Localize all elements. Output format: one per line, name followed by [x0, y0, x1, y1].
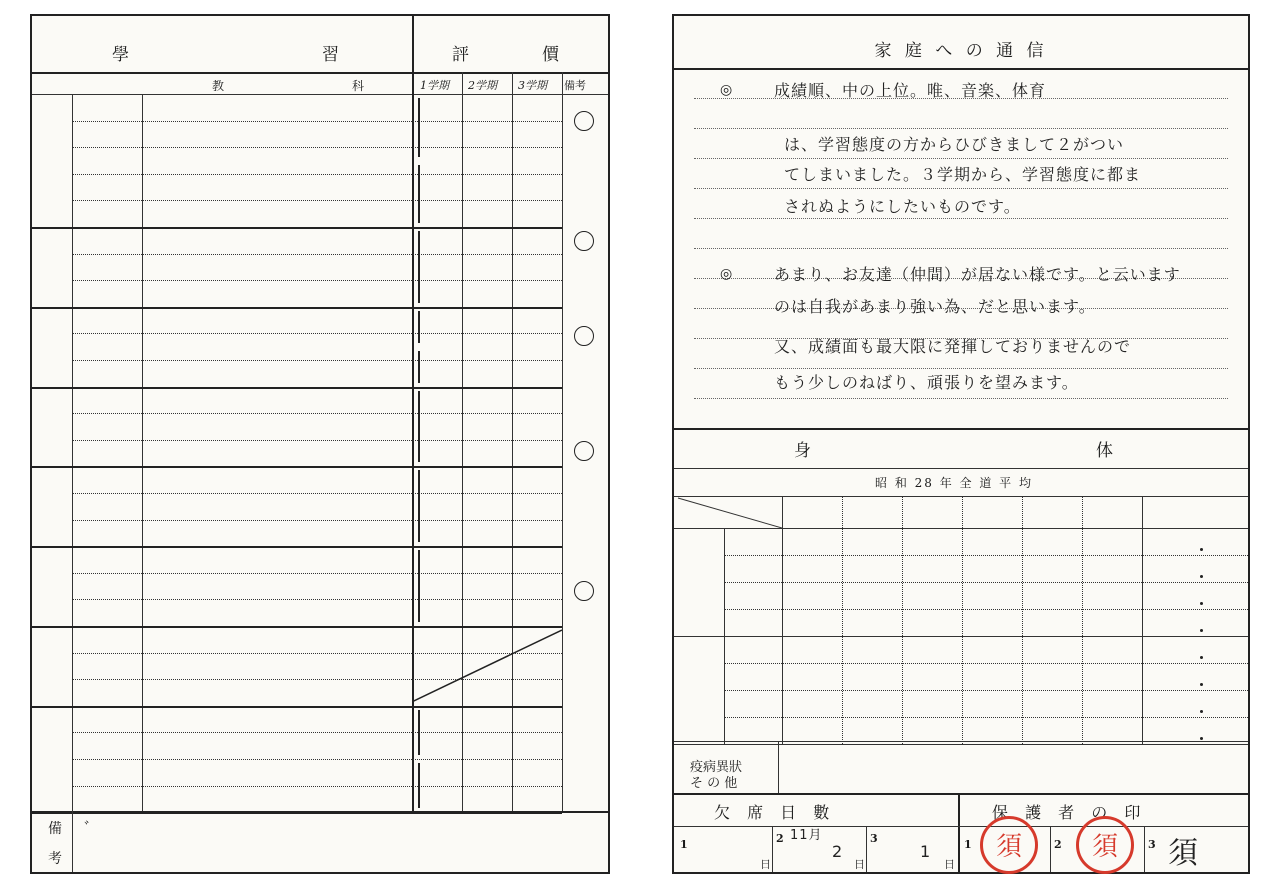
comment2-line-1: あまり、お友達（仲間）が居ない様です。と云います [774, 265, 1181, 284]
absence-day-unit-1: 日 [760, 858, 771, 871]
communication-title: 家 庭 へ の 通 信 [874, 41, 1048, 61]
row-divider [72, 147, 562, 148]
evaluation-title-b: 價 [542, 45, 559, 65]
absence-term-3-days: 1 [920, 842, 932, 861]
measure-row-divider [724, 582, 1248, 583]
aspect-divider [142, 94, 143, 811]
header-bottom-line [674, 528, 1248, 529]
term-header-1: 1学期 [420, 79, 449, 92]
subject-col-header-a: 教 [212, 79, 225, 93]
row-divider [72, 599, 562, 600]
not-applicable-slash [412, 626, 562, 706]
decimal-dot [1200, 737, 1203, 740]
body-title-a: 身 [794, 441, 811, 461]
learning-title-a: 學 [112, 45, 129, 65]
remarks-label-a: 備 [48, 821, 62, 837]
absence-note: 11月 [790, 828, 823, 843]
learning-evaluation-page [30, 14, 610, 874]
remarks-col-header: 備考 [564, 79, 586, 92]
absence-title: 欠 席 日 數 [714, 803, 836, 822]
age-divider [842, 496, 843, 744]
row-divider [72, 360, 562, 361]
subject-divider-line [32, 546, 562, 548]
scale-number-circle [574, 581, 594, 601]
decimal-dot [1200, 629, 1203, 632]
row-divider [72, 759, 562, 760]
age-divider [1082, 496, 1083, 744]
group-divider [674, 744, 1248, 745]
guardian-term-1: 1 [964, 838, 972, 851]
guardian-seal-term-1: 須 [980, 816, 1038, 874]
scale-number-circle [574, 326, 594, 346]
evaluation-title-a: 評 [452, 45, 469, 65]
ruled-line [694, 158, 1228, 159]
ruled-line [694, 188, 1228, 189]
comment1-mark: ◎ [720, 82, 733, 98]
guardian-term-2: 2 [1054, 838, 1062, 851]
grade-bracket [418, 763, 420, 808]
age-divider [962, 496, 963, 744]
body-title-b: 体 [1096, 441, 1113, 461]
grade-bracket [418, 470, 420, 542]
ruled-line [694, 218, 1228, 219]
row-divider [72, 520, 562, 521]
comment1-line-4: されぬようにしたいものです。 [784, 197, 1021, 216]
subject-divider-line [32, 466, 562, 468]
header-diagonal [674, 496, 782, 528]
term-header-3: 3学期 [518, 79, 547, 92]
row-divider [72, 254, 562, 255]
child-divider [1142, 496, 1143, 744]
grade-bracket [418, 98, 420, 157]
decimal-dot [1200, 602, 1203, 605]
grade-bracket [418, 710, 420, 755]
row-divider [72, 573, 562, 574]
row-divider [72, 732, 562, 733]
grade-bracket [418, 311, 420, 343]
absence-day-unit-3: 日 [944, 858, 955, 871]
row-divider [72, 333, 562, 334]
row-divider [72, 493, 562, 494]
age-divider [1022, 496, 1023, 744]
comment1-line-3: てしまいました。３学期から、学習態度に都ま [784, 165, 1142, 184]
ruled-line [694, 248, 1228, 249]
scale-number-circle [574, 441, 594, 461]
guardian-seal-term-3: 須 [1168, 836, 1199, 871]
row-divider [72, 786, 562, 787]
ruled-line [694, 368, 1228, 369]
comment2-line-2: のは自我があまり強い為、だと思います。 [774, 297, 1096, 316]
row-divider [72, 200, 562, 201]
remarks-label-b: 考 [48, 851, 62, 867]
decimal-dot [1200, 710, 1203, 713]
measure-row-divider [724, 609, 1248, 610]
decimal-dot [1200, 548, 1203, 551]
item-divider [782, 496, 783, 744]
grade-bracket [418, 165, 420, 224]
grade-bracket [418, 391, 420, 463]
remarks-divider [562, 72, 563, 811]
absence-term-1: 1 [680, 838, 688, 851]
ruled-line [694, 398, 1228, 399]
guardian-seal-term-2: 須 [1076, 816, 1134, 874]
term-headers [412, 77, 608, 93]
remarks-handwritten-mark: ﾞ [84, 819, 94, 838]
grade-bracket [418, 231, 420, 303]
scale-number-circle [574, 111, 594, 131]
disease-label-2: そ の 他 [690, 776, 738, 791]
comment1-line-1: 成績順、中の上位。唯、音楽、体育 [774, 81, 1047, 100]
absence-term-2-days: 2 [832, 842, 844, 861]
comment2-line-4: もう少しのねばり、頑張りを望みます。 [774, 373, 1079, 392]
subject-divider-line [32, 307, 562, 309]
row-divider [72, 174, 562, 175]
learning-title-b: 習 [322, 45, 339, 65]
subject-col-header-b: 科 [352, 79, 365, 93]
subject-divider-line [32, 387, 562, 389]
row-divider [72, 280, 562, 281]
row-divider [72, 121, 562, 122]
decimal-dot [1200, 656, 1203, 659]
subject-divider-line [32, 227, 562, 229]
subject-divider-line [32, 706, 562, 708]
comment2-line-3: 又、成績面も最大限に発揮しておりませんので [774, 337, 1132, 356]
comment1-line-2: は、学習態度の方からひびきまして２がつい [784, 135, 1125, 154]
measure-row-divider [724, 663, 1248, 664]
row-divider [72, 413, 562, 414]
grade-bracket [418, 550, 420, 622]
group-divider [674, 636, 1248, 637]
row-divider [72, 440, 562, 441]
grade-bracket [418, 351, 420, 383]
comment2-mark: ◎ [720, 266, 733, 282]
measure-row-divider [724, 717, 1248, 718]
average-title: 昭 和 28 年 全 道 平 均 [875, 476, 1033, 490]
measure-row-divider [724, 690, 1248, 691]
guardian-seal-title: 保 護 者 の 印 [992, 803, 1147, 822]
scale-number-circle [574, 231, 594, 251]
absence-term-2: 2 [776, 832, 784, 845]
age-divider [902, 496, 903, 744]
disease-label-1: 疫病異狀 [690, 760, 743, 775]
ruled-line [694, 128, 1228, 129]
home-communication-page [672, 14, 1250, 874]
measure-row-divider [724, 555, 1248, 556]
absence-day-unit-2: 日 [854, 858, 865, 871]
term-header-2: 2学期 [468, 79, 497, 92]
absence-term-3: 3 [870, 832, 878, 845]
guardian-term-3: 3 [1148, 838, 1156, 851]
decimal-dot [1200, 575, 1203, 578]
subject-divider [72, 94, 73, 811]
decimal-dot [1200, 683, 1203, 686]
